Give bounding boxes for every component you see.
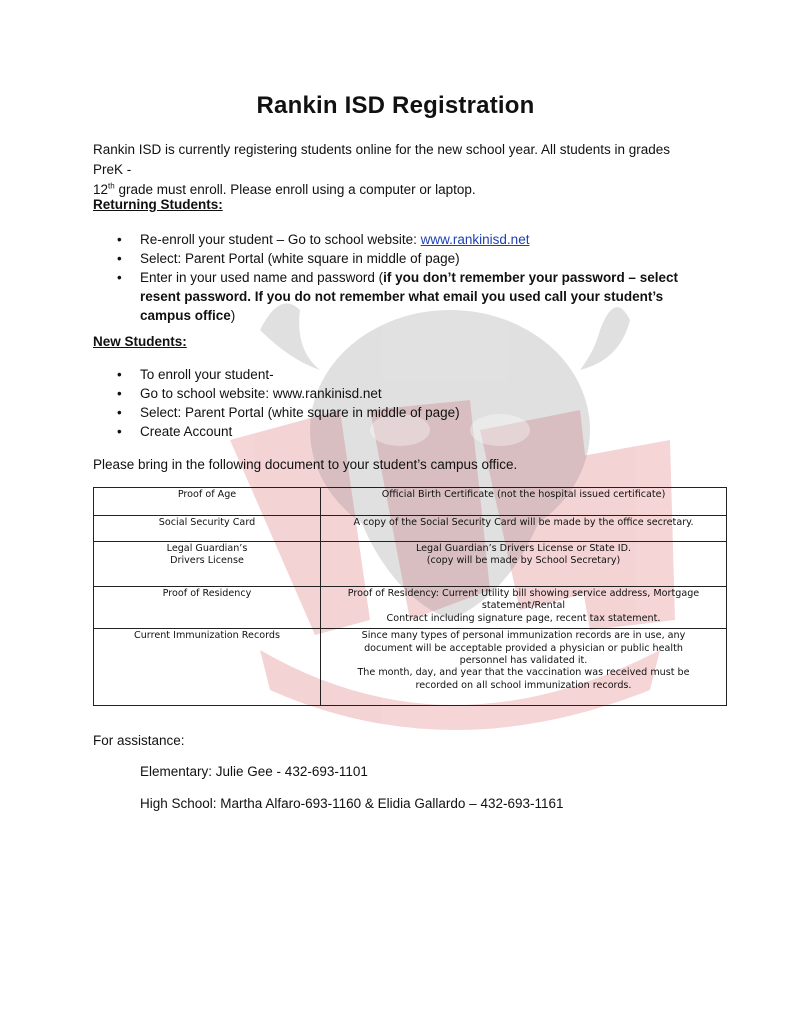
cell-line: statement/Rental — [481, 600, 566, 612]
document-details-cell — [321, 587, 727, 629]
cell-line: document will be acceptable provided a physician or public health — [364, 642, 683, 654]
cell-line: (copy will be made by School Secretary) — [426, 555, 621, 567]
intro-line-1: Rankin ISD is currently registering students online for the new school year. All students in grades PreK - — [93, 142, 671, 177]
cell-line: Contract including signature page, recent tax statement. — [386, 612, 661, 624]
returning-students-heading: Returning Students: — [93, 197, 223, 212]
table-row — [94, 629, 727, 706]
document-details-cell — [321, 542, 727, 587]
returning-students-list — [117, 230, 700, 325]
cell-line: Current Immunization Records — [134, 630, 280, 642]
cell-line: Official Birth Certificate (not the hospital issued certificate) — [381, 489, 666, 500]
document-name-cell — [94, 542, 321, 587]
school-website-link[interactable]: www.rankinisd.net — [420, 232, 530, 247]
list-item: • To enroll your student- — [117, 367, 274, 382]
cell-line: Proof of Age — [177, 489, 237, 500]
document-name-cell — [94, 587, 321, 629]
cell-line: Since many types of personal immunization records are in use, any — [361, 630, 686, 642]
document-details-cell — [321, 516, 727, 542]
cell-line: Legal Guardian’s — [166, 543, 248, 554]
intro-line-2: 12th grade must enroll. Please enroll using a computer or laptop. — [93, 181, 476, 197]
cell-line: Legal Guardian’s Drivers License or State ID. — [415, 543, 632, 554]
high-school-contact: High School: Martha Alfaro-693-1160 & Elidia Gallardo – 432-693-1161 — [140, 796, 564, 811]
document-details-cell — [321, 629, 727, 706]
list-item: • Enter in your used name and password (if you don’t remember your password – select resent password. If you do not remember what email you used call your student’s campus office) — [117, 270, 678, 323]
list-item: • Select: Parent Portal (white square in middle of page) — [117, 251, 460, 266]
list-item: • Re-enroll your student – Go to school website: www.rankinisd.net — [117, 232, 530, 247]
assistance-label: For assistance: — [93, 733, 185, 748]
cell-line: Proof of Residency: Current Utility bill showing service address, Mortgage — [347, 588, 700, 599]
page-title: Rankin ISD Registration — [256, 92, 535, 119]
elementary-contact: Elementary: Julie Gee - 432-693-1101 — [140, 764, 368, 779]
document-details-cell — [321, 488, 727, 516]
cell-line: recorded on all school immunization records. — [415, 679, 632, 691]
document-name-cell — [94, 488, 321, 516]
table-row — [94, 488, 727, 516]
cell-line: Social Security Card — [158, 517, 256, 528]
new-students-list — [117, 365, 700, 441]
document-name-cell — [94, 516, 321, 542]
table-row — [94, 587, 727, 629]
cell-line: The month, day, and year that the vaccination was received must be — [357, 667, 690, 679]
cell-line: A copy of the Social Security Card will be made by the office secretary. — [353, 517, 694, 528]
intro-paragraph — [93, 140, 703, 200]
cell-line: Drivers License — [170, 555, 244, 567]
bring-documents-text: Please bring in the following document to your student’s campus office. — [93, 457, 518, 472]
list-item: • Create Account — [117, 424, 233, 439]
document-name-cell — [94, 629, 321, 706]
new-students-heading: New Students: — [93, 334, 187, 349]
table-row — [94, 542, 727, 587]
list-item: • Select: Parent Portal (white square in middle of page) — [117, 405, 460, 420]
list-item: • Go to school website: www.rankinisd.net — [117, 386, 382, 401]
table-row — [94, 516, 727, 542]
cell-line: personnel has validated it. — [459, 655, 588, 667]
cell-line: Proof of Residency — [162, 588, 252, 599]
documents-table — [93, 487, 727, 706]
